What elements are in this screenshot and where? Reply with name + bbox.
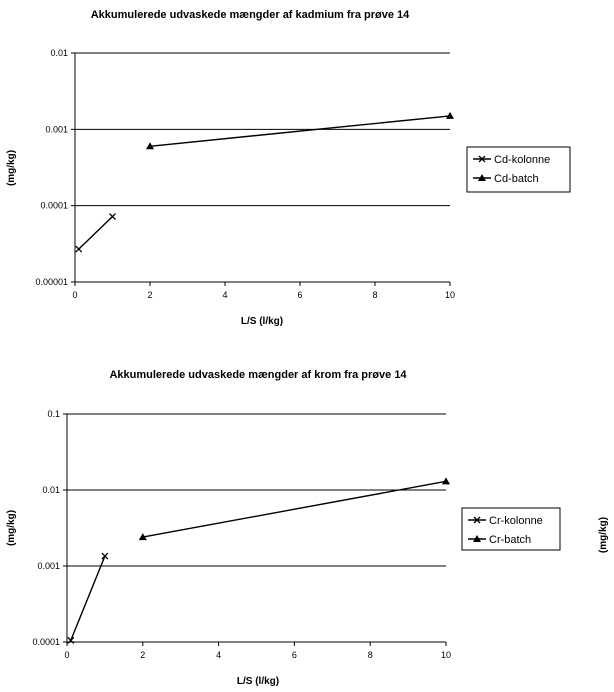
- x-axis-label: L/S (l/kg): [236, 676, 280, 687]
- chart-title: Akkumulerede udvaskede mængder af kadmium fra prøve 14: [90, 9, 410, 21]
- y-tick-label: 0.1: [47, 409, 60, 419]
- y-axis-label: (mg/kg): [6, 149, 17, 187]
- y-axis-label: (mg/kg): [6, 509, 17, 547]
- series-line-cr-kolonne: [71, 556, 105, 640]
- x-tick-label: 4: [222, 290, 228, 300]
- cadmium-chart: [6, 9, 570, 327]
- x-tick-label: 4: [216, 650, 222, 660]
- x-tick-label: 2: [147, 290, 153, 300]
- x-tick-label: 10: [444, 290, 456, 300]
- y-tick-label: 0.01: [42, 485, 60, 495]
- data-point: [76, 246, 82, 252]
- y-tick-label: 0.001: [37, 561, 60, 571]
- x-axis-label: L/S (l/kg): [240, 316, 284, 327]
- legend-label: Cd-batch: [494, 173, 539, 185]
- x-tick-label: 6: [291, 650, 297, 660]
- x-tick-label: 0: [64, 650, 70, 660]
- edge-ylabel: (mg/kg): [598, 516, 609, 554]
- x-tick-label: 6: [297, 290, 303, 300]
- legend-label: Cr-batch: [489, 534, 532, 546]
- series-line-cd-kolonne: [79, 217, 113, 250]
- legend-label: Cr-kolonne: [489, 515, 543, 527]
- x-tick-label: 10: [440, 650, 452, 660]
- y-tick-label: 0.0001: [40, 200, 68, 211]
- x-tick-label: 0: [72, 290, 78, 300]
- y-tick-label: 0.00001: [35, 277, 68, 287]
- series-line-cd-batch: [150, 116, 450, 146]
- x-tick-label: 2: [140, 650, 146, 660]
- chart-title: Akkumulerede udvaskede mængder af krom fra prøve 14: [109, 369, 407, 381]
- legend-label: Cd-kolonne: [494, 154, 551, 166]
- y-tick-label: 0.0001: [32, 637, 60, 647]
- data-point: [102, 553, 108, 559]
- x-tick-label: 8: [367, 650, 373, 660]
- y-tick-label: 0.01: [50, 48, 68, 58]
- chromium-chart: [6, 369, 560, 687]
- y-tick-label: 0.001: [45, 124, 68, 135]
- x-tick-label: 8: [372, 290, 378, 300]
- data-point: [442, 477, 450, 484]
- data-point: [110, 214, 116, 220]
- data-point: [446, 112, 454, 119]
